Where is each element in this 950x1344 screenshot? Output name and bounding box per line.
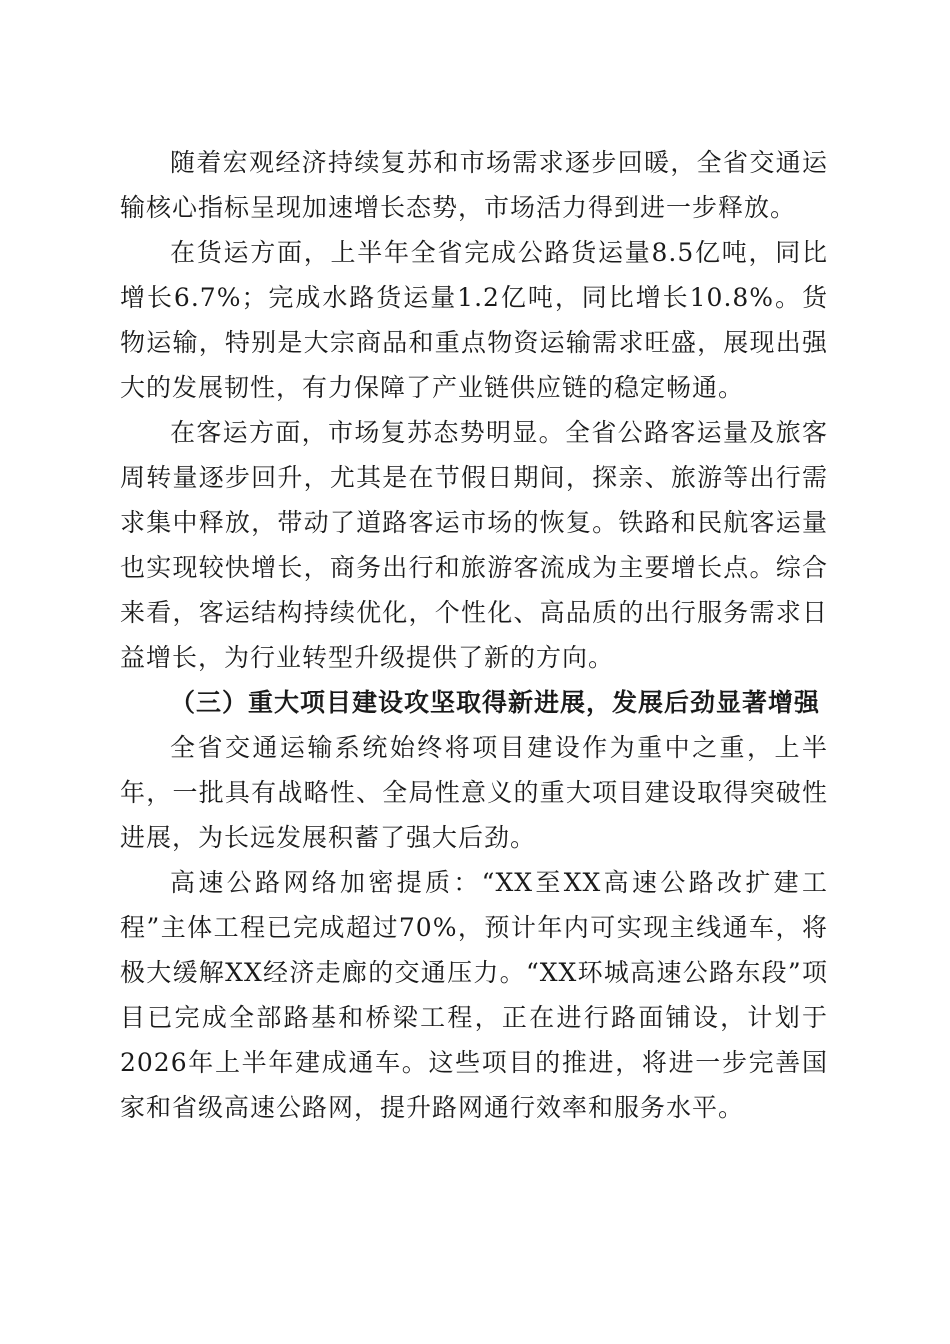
paragraph-projects-intro: 全省交通运输系统始终将项目建设作为重中之重，上半年，一批具有战略性、全局性意义的重大项目建设取得突破性进展，为长远发展积蓄了强大后劲。 [120, 733, 828, 852]
paragraph-macro-recovery: 随着宏观经济持续复苏和市场需求逐步回暖，全省交通运输核心指标呈现加速增长态势，市场活力得到进一步释放。 [120, 148, 828, 222]
paragraph-freight: 在货运方面，上半年全省完成公路货运量8.5亿吨，同比增长6.7%；完成水路货运量1.2亿吨，同比增长10.8%。货物运输，特别是大宗商品和重点物资运输需求旺盛，展现出强大的发展韧性，有力保障了产业链供应链的稳定畅通。 [120, 238, 828, 402]
paragraph-passenger: 在客运方面，市场复苏态势明显。全省公路客运量及旅客周转量逐步回升，尤其是在节假日期间，探亲、旅游等出行需求集中释放，带动了道路客运市场的恢复。铁路和民航客运量也实现较快增长，商务出行和旅游客流成为主要增长点。综合来看，客运结构持续优化，个性化、高品质的出行服务需求日益增长，为行业转型升级提供了新的方向。 [120, 418, 828, 672]
document-body [120, 140, 828, 1130]
paragraph-highway-network: 高速公路网络加密提质：“XX至XX高速公路改扩建工程”主体工程已完成超过70%，预计年内可实现主线通车，将极大缓解XX经济走廊的交通压力。“XX环城高速公路东段”项目已完成全部路基和桥梁工程，正在进行路面铺设，计划于2026年上半年建成通车。这些项目的推进，将进一步完善国家和省级高速公路网，提升路网通行效率和服务水平。 [120, 868, 828, 1122]
section-heading: （三）重大项目建设攻坚取得新进展，发展后劲显著增强 [170, 688, 821, 717]
